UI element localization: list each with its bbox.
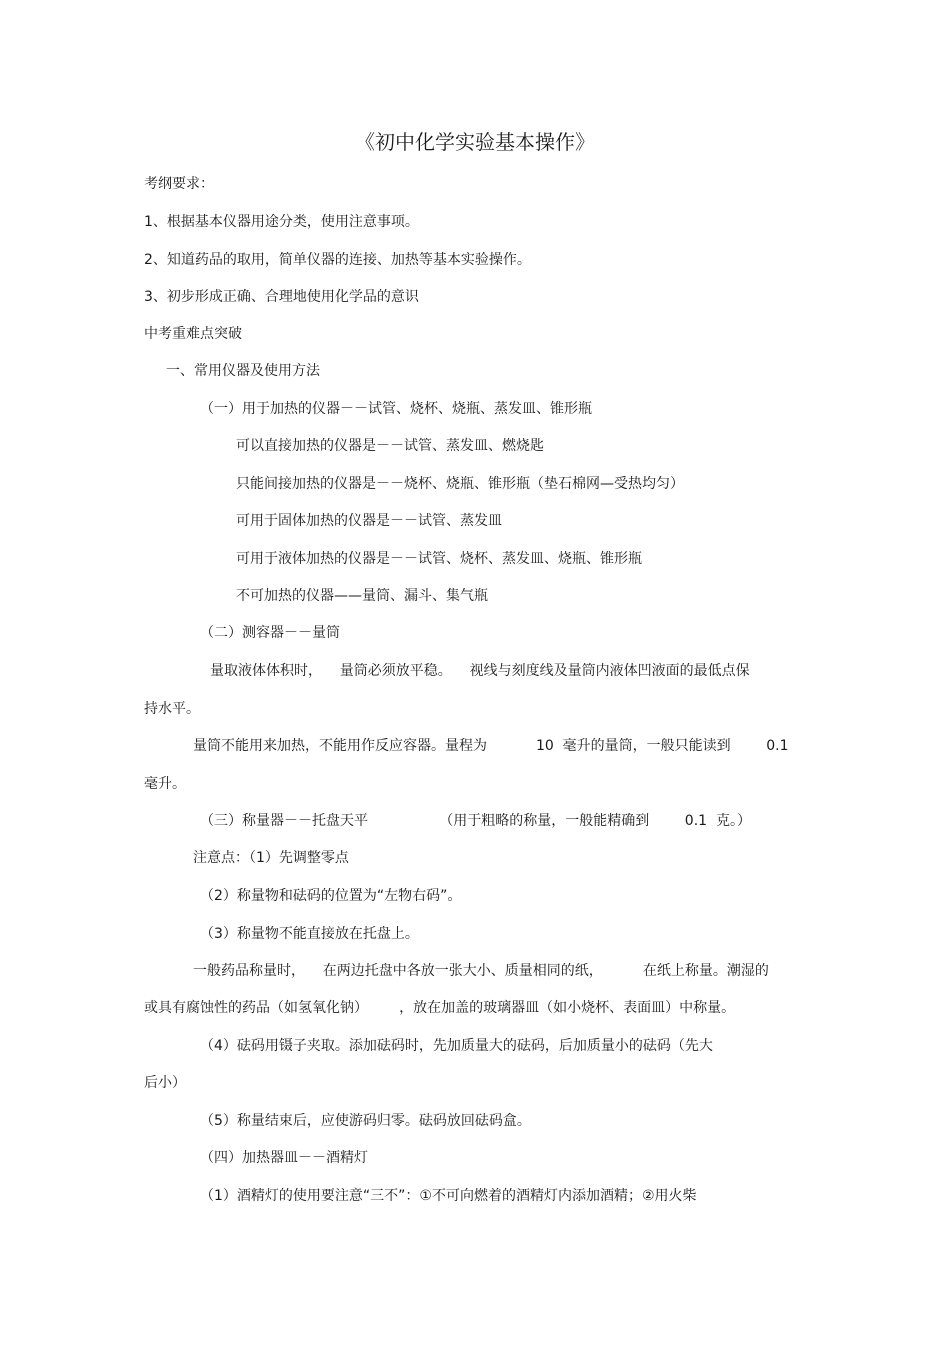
text-line: （2）称量物和砝码的位置为“左物右码”。 [200,888,462,904]
text-line: 后小） [144,1075,186,1091]
requirement-1: 1、根据基本仪器用途分类，使用注意事项。 [144,214,419,230]
text-line: 可用于液体加热的仪器是－－试管、烧杯、蒸发皿、烧瓶、锥形瓶 [236,551,642,567]
text-line: 可用于固体加热的仪器是－－试管、蒸发皿 [236,513,502,529]
section-heading-key-points: 中考重难点突破 [144,326,242,342]
subsection-heating-instruments: （一）用于加热的仪器－－试管、烧杯、烧瓶、蒸发皿、锥形瓶 [200,401,592,417]
requirement-2: 2、知道药品的取用，简单仪器的连接、加热等基本实验操作。 [144,252,531,268]
text-line: （3）称量物不能直接放在托盘上。 [200,926,419,942]
document-title: 《初中化学实验基本操作》 [355,130,595,154]
text-line: 量筒不能用来加热，不能用作反应容器。量程为 10 毫升的量筒，一般只能读到 0.1 [193,738,789,754]
text-line: 量取液体体积时， 量筒必须放平稳。 视线与刻度线及量筒内液体凹液面的最低点保 [210,663,750,679]
text-line: （4）砝码用镊子夹取。添加砝码时，先加质量大的砝码，后加质量小的砝码（先大 [200,1038,713,1054]
text-line: 持水平。 [144,701,200,717]
text-line: 可以直接加热的仪器是－－试管、蒸发皿、燃烧匙 [236,438,544,454]
text-line: 注意点：（1）先调整零点 [193,850,349,866]
subsection-alcohol-lamp: （四）加热器皿－－酒精灯 [200,1150,368,1166]
text-line: 或具有腐蚀性的药品（如氢氧化钠） ，放在加盖的玻璃器皿（如小烧杯、表面皿）中称量。 [144,1000,736,1016]
text-line: 不可加热的仪器——量筒、漏斗、集气瓶 [236,588,488,604]
text-line: 只能间接加热的仪器是－－烧杯、烧瓶、锥形瓶（垫石棉网—受热均匀） [236,476,684,492]
text-line: 毫升。 [144,776,186,792]
subsection-measuring-cylinder: （二）测容器－－量筒 [200,625,340,641]
text-line: （1）酒精灯的使用要注意“三不”：①不可向燃着的酒精灯内添加酒精；②用火柴 [200,1188,697,1204]
requirement-3: 3、初步形成正确、合理地使用化学品的意识 [144,289,419,305]
subsection-balance: （三）称量器－－托盘天平 （用于粗略的称量，一般能精确到 0.1 克。） [200,813,751,829]
text-line: 一般药品称量时， 在两边托盘中各放一张大小、质量相同的纸， 在纸上称量。潮湿的 [193,963,769,979]
section-heading-instruments: 一、常用仪器及使用方法 [166,363,320,379]
syllabus-heading: 考纲要求： [144,176,214,192]
text-line: （5）称量结束后，应使游码归零。砝码放回砝码盒。 [200,1113,531,1129]
